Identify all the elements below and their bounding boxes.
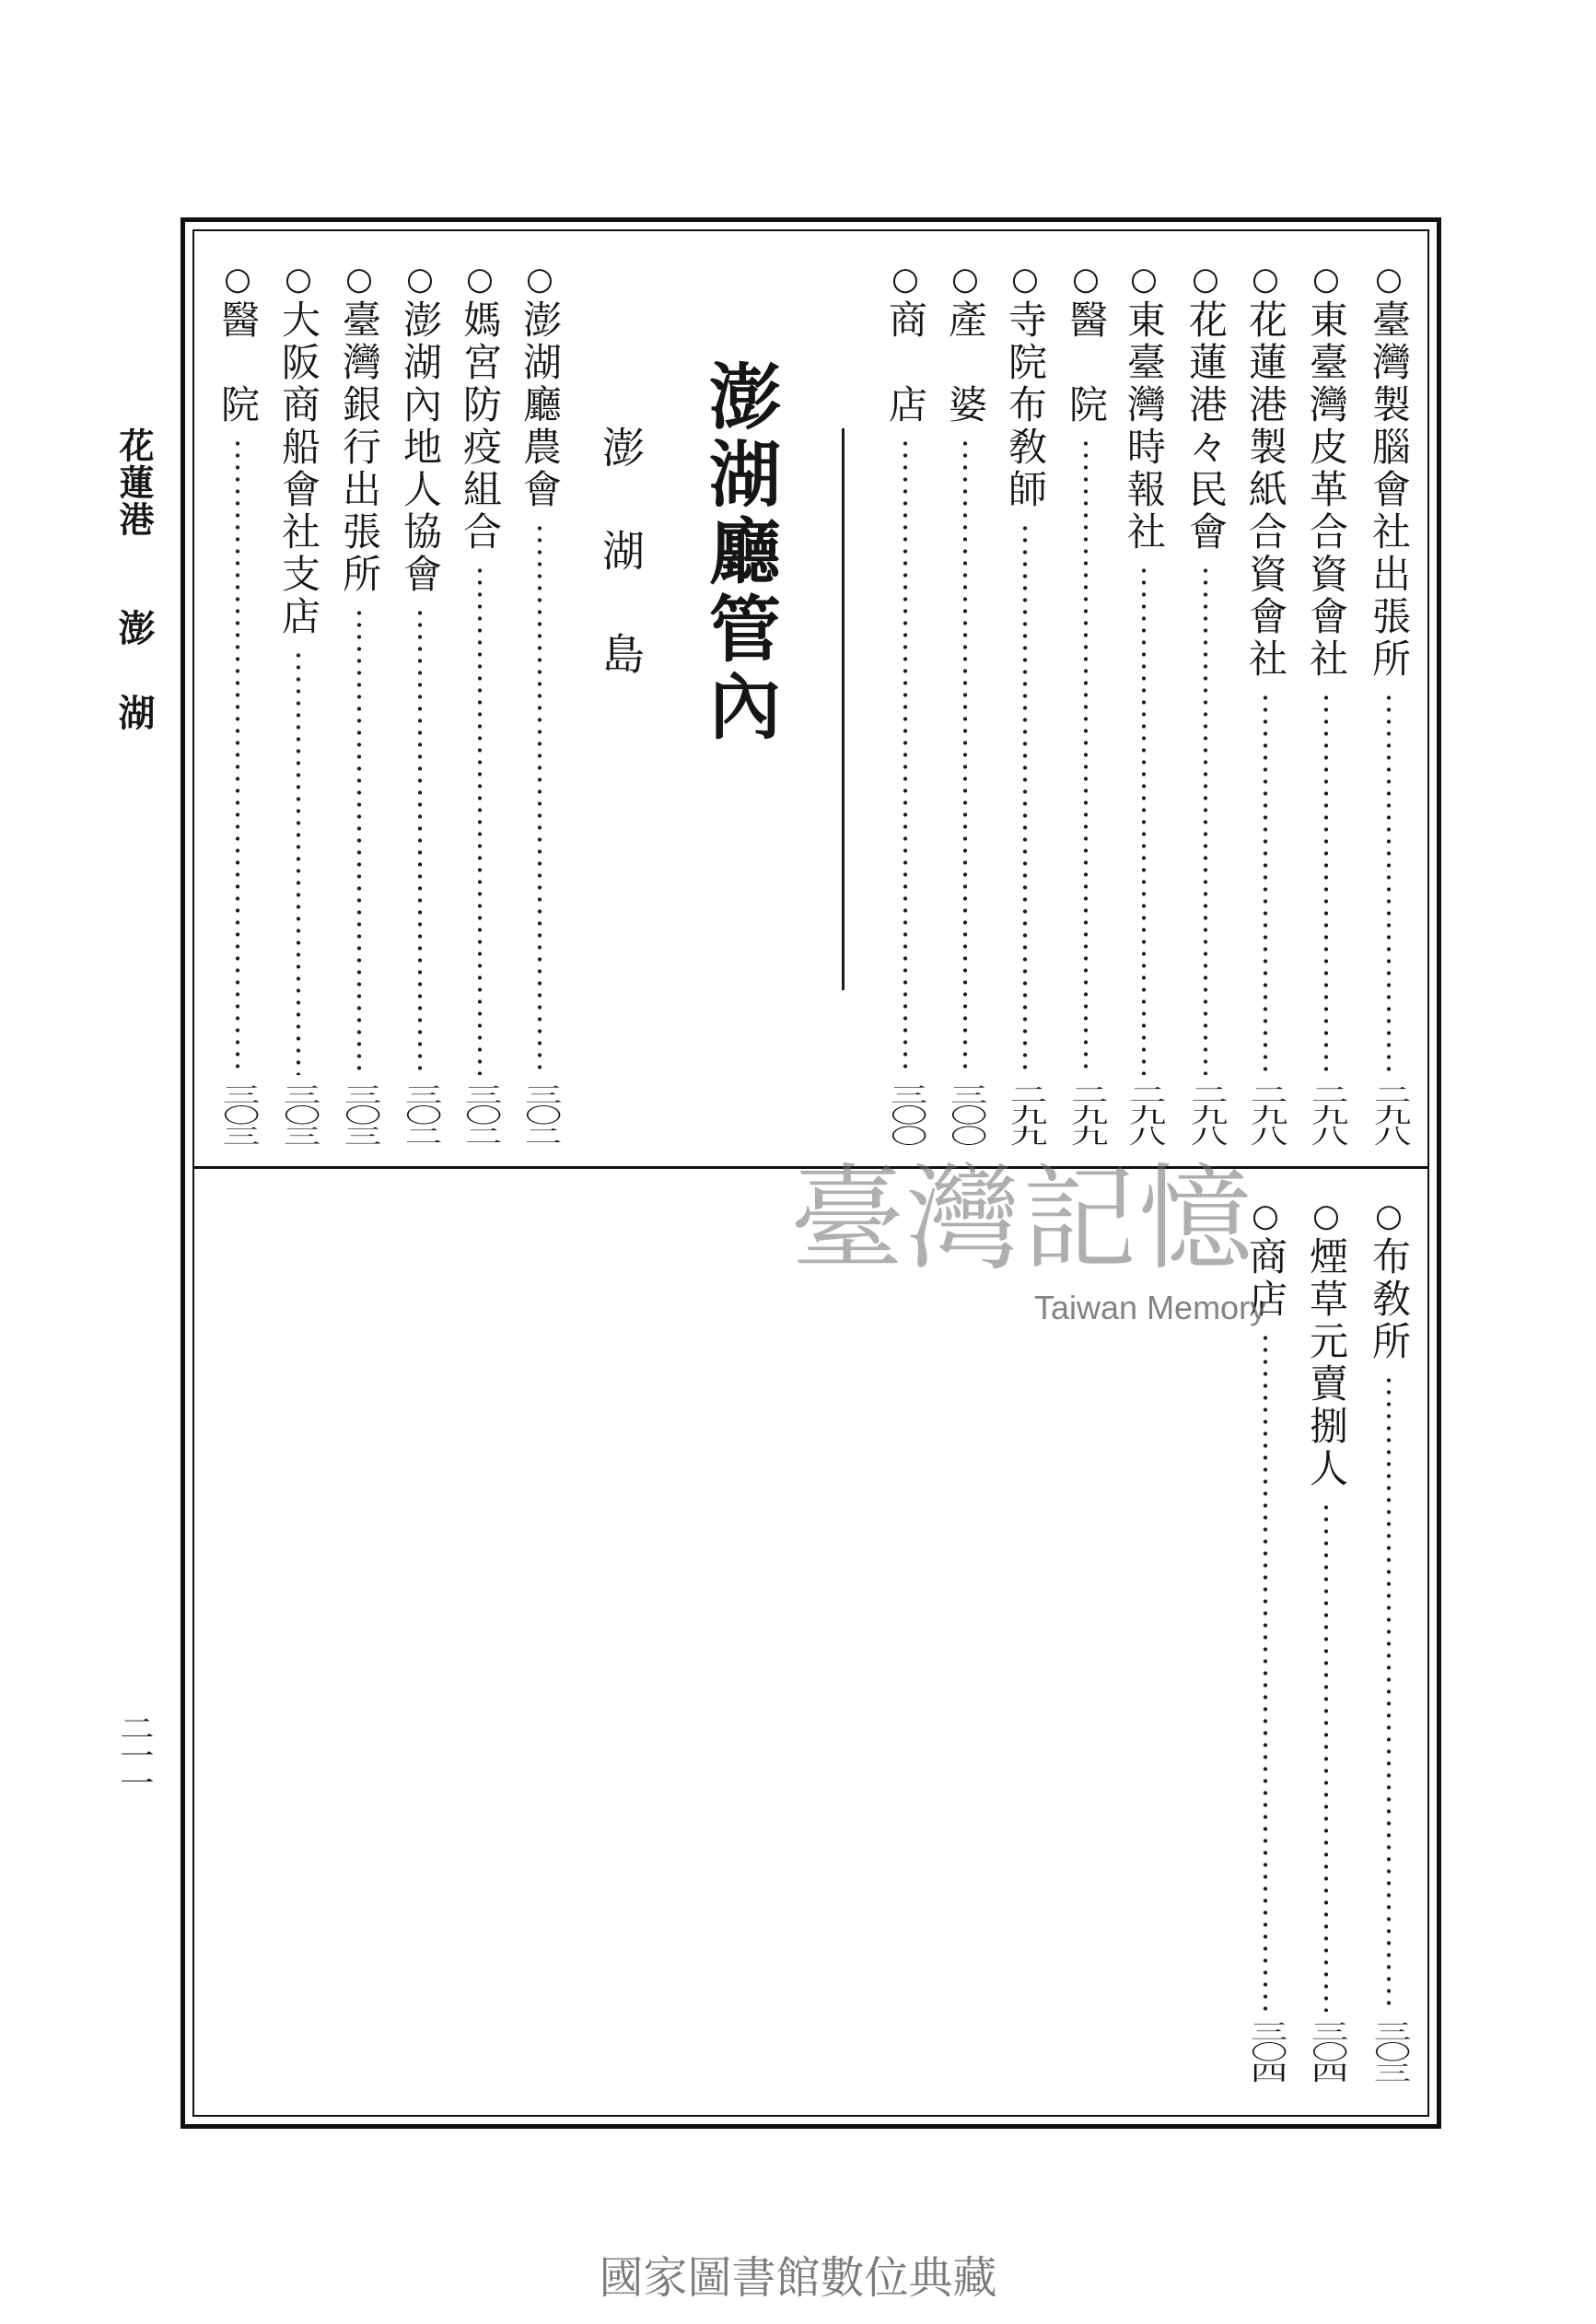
entry-page-box: [999, 1084, 1051, 1147]
running-head-penghu: 澎湖: [112, 609, 156, 778]
toc-entry: [1363, 261, 1415, 1147]
page-number-box: [112, 1714, 155, 1797]
entry-title: 東臺灣皮革合資會社: [1304, 299, 1349, 681]
bullet-circle-icon: ○: [1125, 261, 1162, 298]
entry-title: 臺灣銀行出張所: [337, 299, 382, 596]
dot-leader: [962, 438, 968, 1075]
entry-page-box: [1180, 1084, 1231, 1147]
dot-leader: [1263, 1332, 1268, 2012]
entry-page-box: [333, 1084, 385, 1147]
entry-title: 商 店: [883, 299, 928, 426]
entry-page-box: [1118, 1084, 1170, 1147]
toc-entry: [1240, 1197, 1291, 2084]
entry-page-box: [394, 1084, 446, 1147]
dot-leader: [1386, 1374, 1392, 2012]
entry-title: 媽宮防疫組合: [458, 299, 503, 554]
dot-leader: [1203, 565, 1208, 1075]
entry-page-box: [939, 1084, 991, 1147]
bullet-circle-icon: ○: [1247, 1197, 1284, 1234]
bullet-circle-icon: ○: [1007, 261, 1043, 298]
toc-entry: [1180, 261, 1231, 1147]
toc-entry: [880, 261, 931, 1147]
entry-page-number: 二九八: [1243, 1084, 1287, 1147]
toc-entry: [1300, 1197, 1352, 2084]
bullet-circle-icon: ○: [1067, 261, 1104, 298]
dot-leader: [1083, 438, 1089, 1075]
dot-leader: [1022, 522, 1028, 1075]
entry-title: 寺院布敎師: [1003, 299, 1048, 511]
toc-entry: [333, 261, 385, 1147]
entry-page-number: 三〇三: [337, 1084, 381, 1147]
dot-leader: [235, 438, 240, 1075]
toc-entry: [514, 261, 565, 1147]
entry-page-box: [1240, 1084, 1291, 1147]
footer-credit: 國家圖書館數位典藏: [599, 2252, 997, 2304]
toc-entry: [1240, 261, 1291, 1147]
entry-page-number: 二九八: [1304, 1084, 1348, 1147]
dot-leader: [1386, 692, 1392, 1075]
toc-entry: [1300, 261, 1352, 1147]
entry-page-box: [212, 1084, 263, 1147]
entry-page-number: 三〇二: [398, 1084, 442, 1147]
entry-page-number: 二九八: [1183, 1084, 1228, 1147]
dot-leader: [1323, 692, 1329, 1075]
entry-title: 花蓮港々民會: [1183, 299, 1229, 554]
toc-entry: [999, 261, 1051, 1147]
entry-title: 花蓮港製紙合資會社: [1243, 299, 1288, 681]
entry-page-box: [1300, 1084, 1352, 1147]
page-number: 二一一: [113, 1714, 154, 1796]
dot-leader: [356, 607, 362, 1075]
entry-page-number: 二九八: [1122, 1084, 1166, 1147]
bullet-circle-icon: ○: [1370, 261, 1407, 298]
entry-page-box: [454, 1084, 506, 1147]
toc-entry: [1118, 261, 1170, 1147]
toc-entry: [454, 261, 506, 1147]
entry-title: 商店: [1243, 1236, 1288, 1321]
entry-page-number: 三〇四: [1243, 2021, 1287, 2084]
section-heading: 澎湖廳管內: [697, 359, 781, 746]
dot-leader: [477, 565, 483, 1075]
entry-page-box: [1300, 2021, 1352, 2084]
bullet-circle-icon: ○: [461, 261, 498, 298]
toc-entry: [1363, 1197, 1415, 2084]
entry-title: 大阪商船會社支店: [276, 299, 321, 638]
entry-page-number: 二九九: [1003, 1084, 1047, 1147]
bullet-circle-icon: ○: [1308, 1197, 1345, 1234]
entry-page-number: 三〇〇: [943, 1084, 987, 1147]
bullet-circle-icon: ○: [280, 261, 317, 298]
toc-entry: [212, 261, 263, 1147]
entry-page-number: 三〇二: [458, 1084, 502, 1147]
entry-title: 澎湖廳農會: [518, 299, 563, 511]
entry-page-box: [273, 1084, 324, 1147]
bullet-circle-icon: ○: [1187, 261, 1224, 298]
dot-leader: [296, 649, 301, 1075]
entry-page-box: [1240, 2021, 1291, 2084]
entry-page-number: 三〇三: [276, 1084, 320, 1147]
entry-page-box: [514, 1084, 565, 1147]
entry-title: 澎湖內地人協會: [398, 299, 443, 596]
entry-page-box: [1363, 2021, 1415, 2084]
entry-page-number: 二九九: [1064, 1084, 1108, 1147]
entry-page-box: [880, 1084, 931, 1147]
toc-entry: [939, 261, 991, 1147]
dot-leader: [537, 522, 542, 1075]
entry-page-number: 三〇三: [1367, 2021, 1411, 2084]
entry-title: 醫 院: [1064, 299, 1109, 426]
dot-leader: [1141, 565, 1147, 1075]
dot-leader: [1263, 692, 1268, 1075]
entry-title: 臺灣製腦會社出張所: [1367, 299, 1412, 681]
bullet-circle-icon: ○: [521, 261, 558, 298]
dot-leader: [1323, 1501, 1329, 2012]
entry-page-number: 三〇四: [1304, 2021, 1348, 2084]
entry-title: 產 婆: [943, 299, 988, 426]
running-head-hualien: 花蓮港: [113, 427, 155, 538]
bullet-circle-icon: ○: [887, 261, 924, 298]
watermark-text: Taiwan Memory: [1034, 1289, 1267, 1326]
toc-entry: [1060, 261, 1112, 1147]
bullet-circle-icon: ○: [947, 261, 984, 298]
bullet-circle-icon: ○: [1308, 261, 1345, 298]
toc-entry: [273, 261, 324, 1147]
entry-title: 東臺灣時報社: [1122, 299, 1167, 554]
entry-page-number: 三〇二: [518, 1084, 562, 1147]
bullet-circle-icon: ○: [1370, 1197, 1407, 1234]
section-subheading: 澎湖島: [596, 426, 646, 735]
entry-page-number: 三〇〇: [883, 1084, 927, 1147]
entry-title: 醫 院: [216, 299, 261, 426]
toc-entry: [394, 261, 446, 1147]
dot-leader: [417, 607, 423, 1075]
watermark-logo: 臺灣記憶: [790, 1153, 1255, 1286]
entry-page-number: 二九八: [1367, 1084, 1411, 1147]
entry-page-box: [1363, 1084, 1415, 1147]
entry-page-box: [1060, 1084, 1112, 1147]
bullet-circle-icon: ○: [219, 261, 256, 298]
bullet-circle-icon: ○: [402, 261, 438, 298]
dot-leader: [903, 438, 908, 1075]
vertical-rule: [842, 428, 845, 990]
bullet-circle-icon: ○: [341, 261, 378, 298]
entry-page-number: 三〇三: [216, 1084, 260, 1147]
entry-title: 布敎所: [1367, 1236, 1412, 1363]
entry-title: 煙草元賣捌人: [1304, 1236, 1349, 1490]
bullet-circle-icon: ○: [1247, 261, 1284, 298]
